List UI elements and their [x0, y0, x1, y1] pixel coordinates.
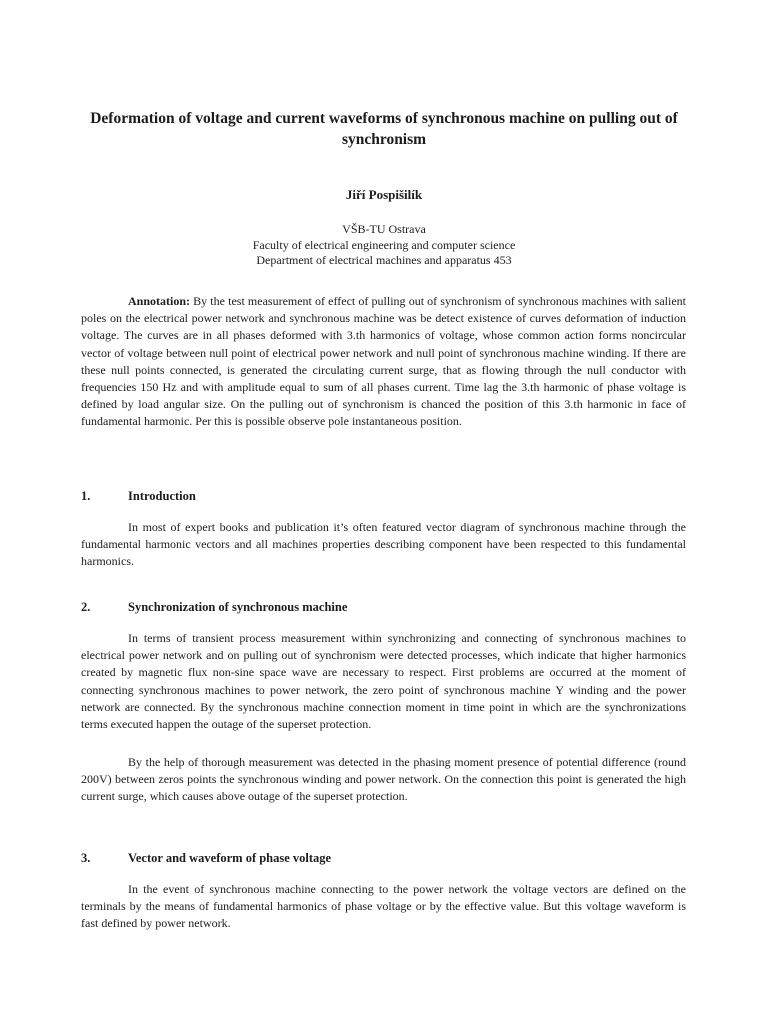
paper-title: Deformation of voltage and current waveforms of synchronous machine on pulling out of synchronism — [90, 110, 678, 148]
annotation-label: Annotation: — [128, 294, 191, 308]
annotation-text: By the test measurement of effect of pulling out of synchronism of synchronous machines with salient poles on the electrical power network and synchronous machine was be detect existence of curves deformation of induction voltage. The curves are in all phases deformed with 3.th harmonics of voltage, whose common action forms noncircular vector of voltage between null point of electrical power network and null point of synchronous machine winding. If there are these null points connected, is generated the circulating current surge, that as flowing through the null conductor with frequencies 150 Hz and with amplitude equal to sum of all phases current. Time lag the 3.th harmonic of phase voltage is defined by load angular size. On the pulling out of synchronism is chanced the position of this 3.th harmonic in face of fundamental harmonic. Per this is possible observe pole instantaneous position. — [81, 294, 686, 429]
section-number: 3. — [81, 851, 91, 865]
section-title: Introduction — [128, 489, 196, 503]
section-title: Synchronization of synchronous machine — [128, 600, 348, 614]
vector-waveform-paragraph: In the event of synchronous machine connecting to the power network the voltage vectors are defined on the terminals by the means of fundamental harmonics of phase voltage or by the effective value. But this voltage waveform is fast defined by power network. — [81, 882, 686, 931]
section-title: Vector and waveform of phase voltage — [128, 851, 332, 865]
synchronization-paragraph-1: In terms of transient process measurement within synchronizing and connecting of synchronous machines to electrical power network and on pulling out of synchronism were detected processes, which indicate that higher harmonics created by magnetic flux non-sine space wave are necessary to respect. First problems are occurred at the moment of connecting synchronous machines to power network, the zero point of synchronous machine Y winding and the power network are connected. By the synchronous machine connection moment in time point in which are the synchronizations terms executed happen the outage of the superset protection. — [81, 631, 686, 732]
affiliation-department: Department of electrical machines and apparatus 453 — [256, 253, 512, 267]
affiliation-university: VŠB-TU Ostrava — [342, 222, 426, 236]
affiliation-faculty: Faculty of electrical engineering and computer science — [252, 238, 516, 252]
author-name: Jiří Pospišilík — [345, 187, 423, 202]
section-heading-vector-waveform — [81, 850, 331, 867]
annotation-paragraph — [81, 293, 686, 431]
synchronization-paragraph-2: By the help of thorough measurement was detected in the phasing moment presence of potential difference (round 200V) between zeros points the synchronous winding and power network. On the connection this point is generated the high current surge, which causes above outage of the superset protection. — [81, 755, 686, 804]
introduction-paragraph: In most of expert books and publication it’s often featured vector diagram of synchronous machine through the fundamental harmonic vectors and all machines properties describing component have been respected to this fundamental harmonics. — [81, 520, 686, 569]
section-number: 2. — [81, 600, 91, 614]
section-heading-synchronization — [81, 599, 347, 616]
section-number: 1. — [81, 489, 91, 503]
section-heading-introduction — [81, 488, 196, 505]
